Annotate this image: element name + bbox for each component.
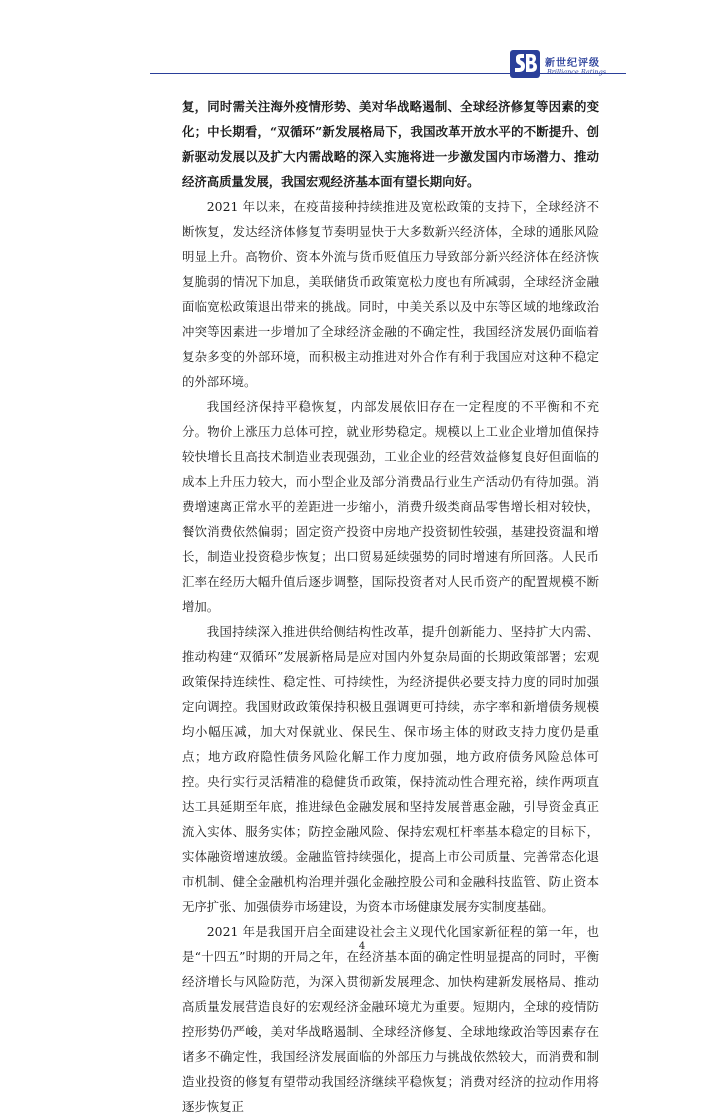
document-body [182, 94, 599, 1119]
logo-chinese-name: 新世纪评级 [545, 58, 600, 69]
paragraph-summary: 复，同时需关注海外疫情形势、美对华战略遏制、全球经济修复等因素的变化；中长期看，“双循环”新发展格局下，我国改革开放水平的不断提升、创新驱动发展以及扩大内需战略的深入实施将进一步激发国内市场潜力、推动经济高质量发展，我国宏观经济基本面有望长期向好。 [182, 99, 599, 189]
paragraph-global-economy: 2021 年以来，在疫苗接种持续推进及宽松政策的支持下，全球经济不断恢复，发达经济体修复节奏明显快于大多数新兴经济体，全球的通胀风险明显上升。高物价、资本外流与货币贬值压力导致部分新兴经济体在经济恢复脆弱的情况下加息，美联储货币政策宽松力度也有所减弱，全球经济金融面临宽松政策退出带来的挑战。同时，中美关系以及中东等区域的地缘政治冲突等因素进一步增加了全球经济金融的不确定性，我国经济发展仍面临着复杂多变的外部环境，而积极主动推进对外合作有利于我国应对这种不稳定的外部环境。 [182, 199, 599, 389]
page-number: 4 [358, 941, 366, 952]
paragraph-policy: 我国持续深入推进供给侧结构性改革，提升创新能力、坚持扩大内需、推动构建“双循环”发展新格局是应对国内外复杂局面的长期政策部署；宏观政策保持连续性、稳定性、可持续性，为经济提供必要支持力度的同时加强定向调控。我国财政政策保持积极且强调更可持续，赤字率和新增债务规模均小幅压减，加大对保就业、保民生、保市场主体的财政支持力度仍是重点；地方政府隐性债务风险化解工作力度加强，地方政府债务风险总体可控。央行实行灵活精准的稳健货币政策，保持流动性合理充裕，续作两项直达工具延期至年底，推进绿色金融发展和坚持发展普惠金融，引导资金真正流入实体、服务实体；防控金融风险、保持宏观杠杆率基本稳定的目标下，实体融资增速放缓。金融监管持续强化，提高上市公司质量、完善常态化退市机制、健全金融机构治理并强化金融控股公司和金融科技监管、防止资本无序扩张、加强债券市场建设，为资本市场健康发展夯实制度基础。 [182, 624, 599, 914]
logo-english-name: Brilliance Ratings [547, 68, 607, 76]
brilliance-ratings-logo-icon [510, 50, 540, 78]
paragraph-domestic-economy: 我国经济保持平稳恢复，内部发展依旧存在一定程度的不平衡和不充分。物价上涨压力总体可控，就业形势稳定。规模以上工业企业增加值保持较快增长且高技术制造业表现强劲，工业企业的经营效益修复良好但面临的成本上升压力较大，而小型企业及部分消费品行业生产活动仍有待加强。消费增速离正常水平的差距进一步缩小，消费升级类商品零售增长相对较快，餐饮消费依然偏弱；固定资产投资中房地产投资韧性较强，基建投资温和增长，制造业投资稳步恢复；出口贸易延续强势的同时增速有所回落。人民币汇率在经历大幅升值后逐步调整，国际投资者对人民币资产的配置规模不断增加。 [182, 399, 599, 614]
paragraph-outlook: 2021 年是我国开启全面建设社会主义现代化国家新征程的第一年，也是“十四五”时期的开局之年，在经济基本面的确定性明显提高的同时，平衡经济增长与风险防范，为深入贯彻新发展理念、加快构建新发展格局、推动高质量发展营造良好的宏观经济金融环境尤为重要。短期内，全球的疫情防控形势仍严峻，美对华战略遏制、全球经济修复、全球地缘政治等因素存在诸多不确定性，我国经济发展面临的外部压力与挑战依然较大，而消费和制造业投资的修复有望带动我国经济继续平稳恢复；消费对经济的拉动作用将逐步恢复正 [182, 924, 599, 1114]
